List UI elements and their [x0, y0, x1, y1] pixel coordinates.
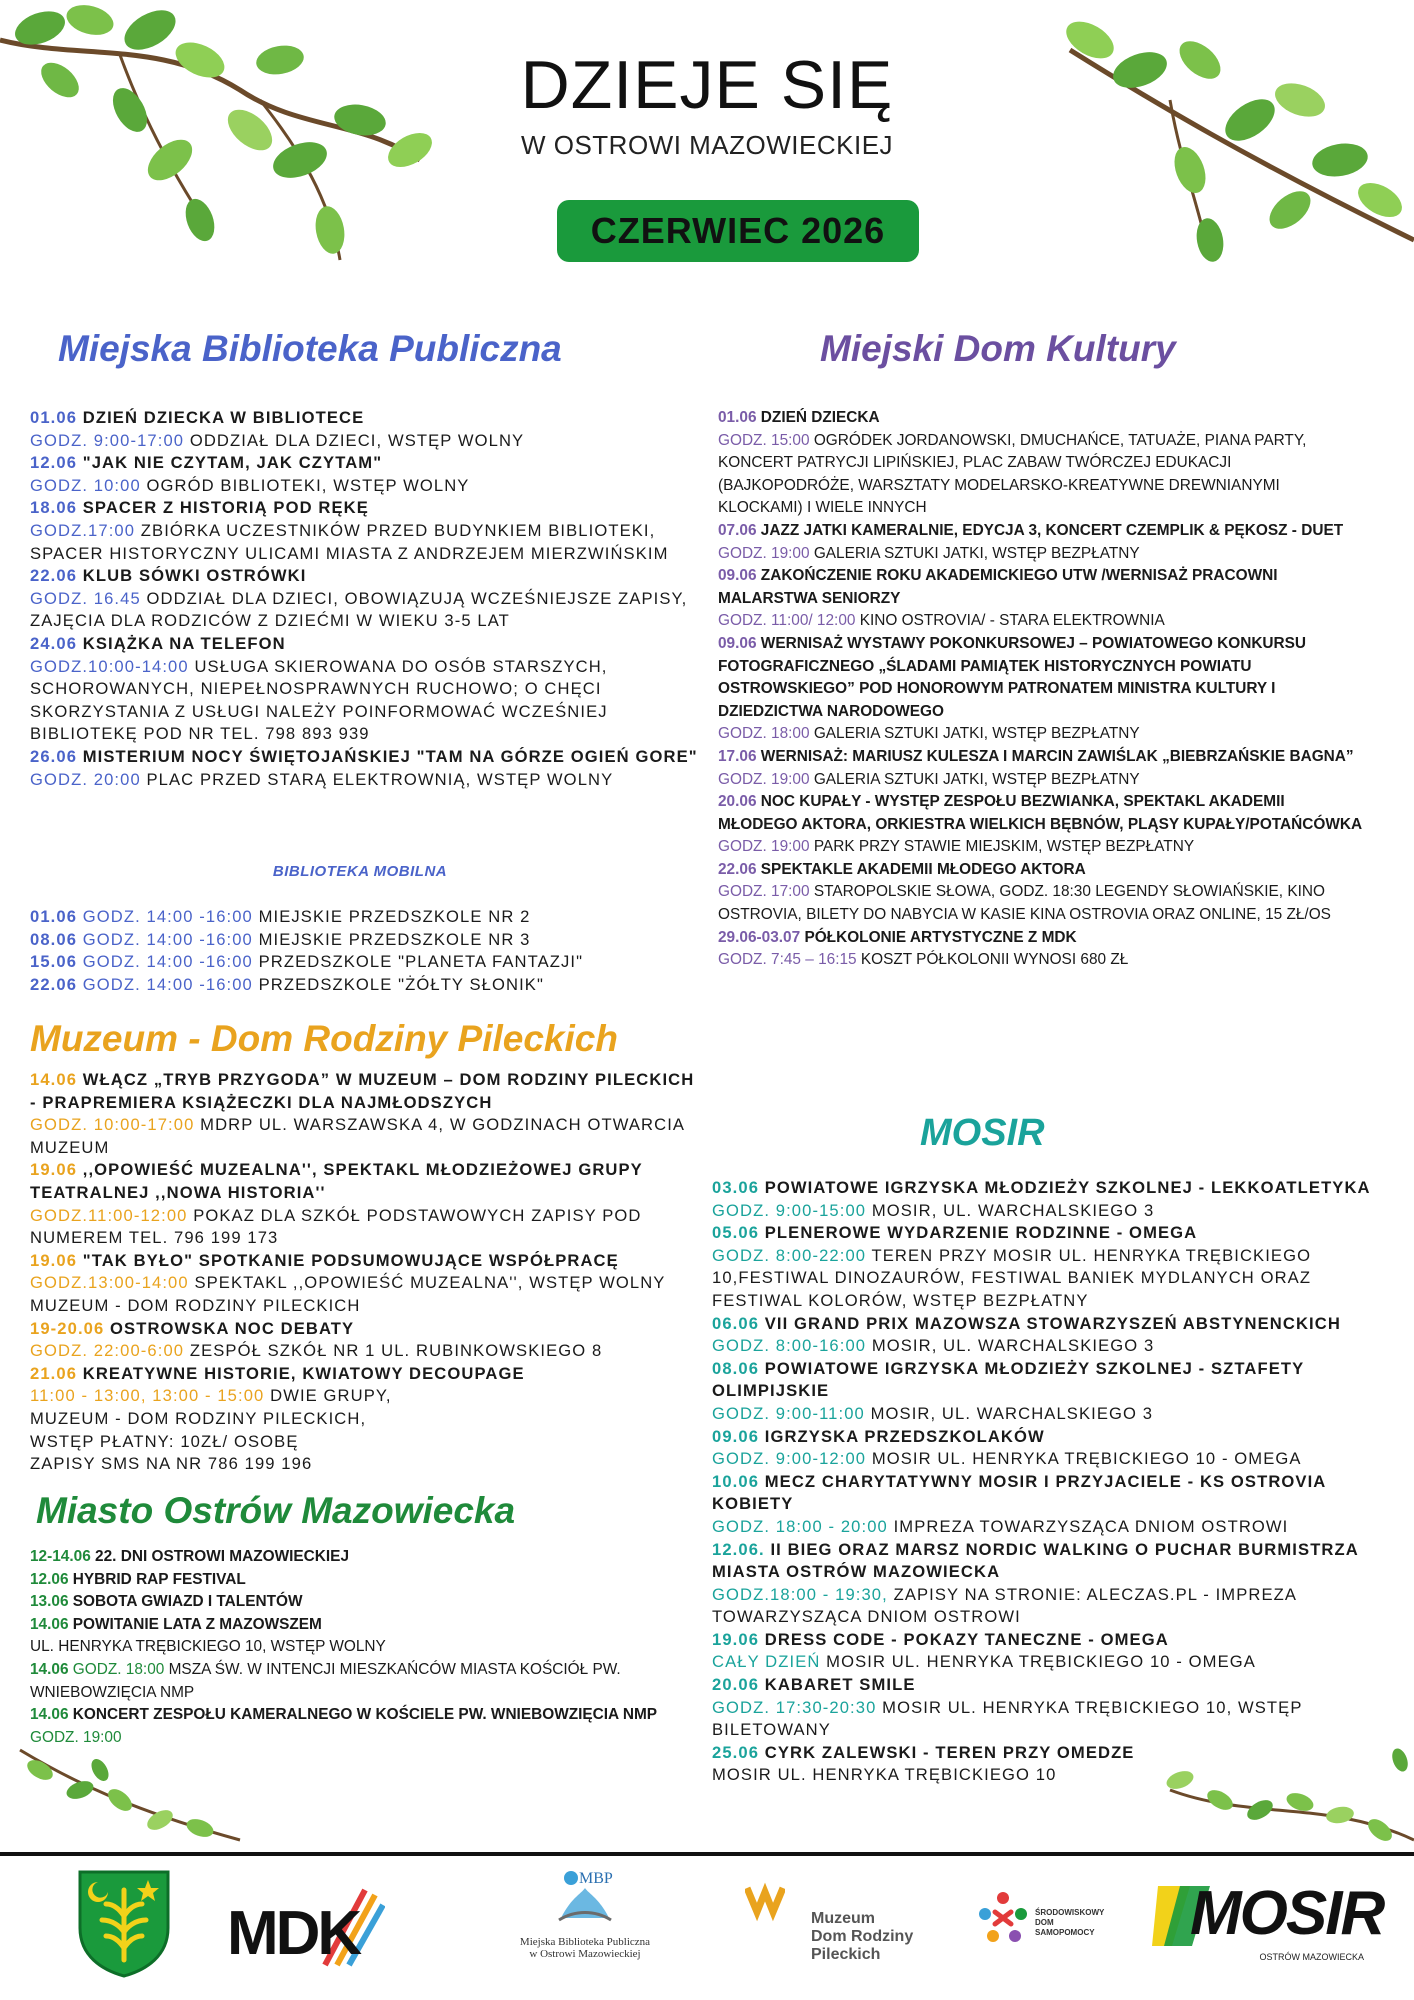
sds-logo	[975, 1890, 1110, 1950]
section-title-mosir: MOSIR	[920, 1112, 1045, 1154]
event-date: 06.06	[712, 1313, 760, 1333]
event-time: GODZ.13:00-14:00	[30, 1273, 189, 1293]
mbp-logo-line1: Miejska Biblioteka Publiczna	[519, 1936, 651, 1948]
sds-logo-line2: DOM SAMOPOMOCY	[1035, 1918, 1095, 1937]
event-info: MOSIR, UL. WARCHALSKIEGO 3	[871, 1336, 1155, 1356]
event-date: 29.06-03.07	[718, 928, 801, 946]
mosir-logo-caption: OSTRÓW MAZOWIECKA	[1259, 1952, 1364, 1962]
event-info: MOSIR UL. HENRYKA TRĘBICKIEGO 10 - OMEGA	[826, 1652, 1256, 1672]
event-name: II BIEG ORAZ MARSZ NORDIC WALKING O PUCHAR BURMISTRZA MIASTA OSTRÓW MAZOWIECKA	[712, 1539, 1359, 1582]
event-item	[30, 1614, 670, 1659]
event-info: POKAZ DLA SZKÓŁ PODSTAWOWYCH ZAPISY POD NUMEREM TEL. 796 199 173	[30, 1205, 642, 1248]
mosir-events	[712, 1177, 1380, 1787]
event-name: VII GRAND PRIX MAZOWSZA STOWARZYSZEŃ ABSTYNENCKICH	[764, 1313, 1341, 1333]
event-item	[30, 929, 698, 952]
event-time: GODZ. 16.45	[30, 588, 141, 608]
event-item	[30, 974, 698, 997]
event-time: GODZ. 9:00-17:00	[30, 430, 185, 450]
event-time: GODZ. 19:00	[30, 1728, 122, 1746]
event-item	[30, 951, 698, 974]
event-time: GODZ. 19:00	[718, 770, 810, 788]
event-date: 09.06	[718, 567, 757, 585]
event-date: 08.06	[712, 1358, 760, 1378]
city-coat-of-arms-logo	[76, 1868, 172, 1978]
event-name: KSIĄŻKA NA TELEFON	[82, 633, 286, 653]
event-item	[712, 1674, 1380, 1742]
event-time: 11:00 - 13:00, 13:00 - 15:00	[30, 1386, 265, 1406]
event-info: OGRÓDEK JORDANOWSKI, DMUCHAŃCE, TATUAŻE, PIANA PARTY, KONCERT PATRYCJI LIPIŃSKIEJ, PLAC ZABAW TWÓRCZEJ EDUKACJI (BAJKOPODRÓŻE, WARSZTATY MODELARSKO-KREATYWNE DREWNIANYMI KLOCKAMI) I WIELE INNYCH	[718, 431, 1307, 517]
event-item	[712, 1358, 1380, 1426]
section-title-mdk: Miejski Dom Kultury	[820, 328, 1176, 369]
event-date: 19.06	[30, 1160, 78, 1180]
event-date: 01.06	[30, 907, 78, 926]
library-events	[30, 407, 698, 791]
event-item	[712, 1426, 1380, 1471]
section-title-city: Miasto Ostrów Mazowiecka	[36, 1490, 516, 1531]
event-name: POWIATOWE IGRZYSKA MŁODZIEŻY SZKOLNEJ - LEKKOATLETYKA	[764, 1178, 1371, 1197]
event-name: SOBOTA GWIAZD I TALENTÓW	[72, 1593, 303, 1611]
event-date: 12-14.06	[30, 1548, 91, 1565]
event-item	[30, 633, 698, 746]
event-date: 22.06	[30, 566, 78, 586]
mbp-logo-line2: w Ostrowi Mazowieckiej	[529, 1948, 641, 1960]
event-time: GODZ. 14:00 -16:00	[82, 907, 253, 926]
mosir-logo	[1150, 1876, 1384, 1966]
event-name: MECZ CHARYTATYWNY MOSIR I PRZYJACIELE - KS OSTROVIA KOBIETY	[712, 1471, 1326, 1514]
event-date: 26.06	[30, 746, 78, 766]
event-info: MIEJSKIE PRZEDSZKOLE NR 2	[258, 907, 531, 926]
event-time: CAŁY DZIEŃ	[712, 1652, 821, 1672]
event-info: STAROPOLSKIE SŁOWA, GODZ. 18:30 LEGENDY SŁOWIAŃSKIE, KINO OSTROVIA, BILETY DO NABYCIA W KASIE KINA OSTROVIA ORAZ ONLINE, 15 ZŁ/OS	[718, 883, 1331, 924]
event-item	[30, 1363, 700, 1476]
event-time: GODZ. 8:00-22:00	[712, 1245, 867, 1265]
event-item	[30, 1704, 670, 1749]
event-extra: ZAPISY SMS NA NR 786 199 196	[30, 1454, 313, 1474]
event-info: ZAPISY NA STRONIE: ALECZAS.PL - IMPREZA TOWARZYSZĄCA DNIOM OSTROWI	[712, 1584, 1297, 1627]
event-time: GODZ. 15:00	[718, 431, 810, 449]
event-item	[712, 1222, 1380, 1312]
event-info: PRZEDSZKOLE "PLANETA FANTAZJI"	[258, 952, 584, 972]
event-info: ZBIÓRKA UCZESTNIKÓW PRZED BUDYNKIEM BIBLIOTEKI, SPACER HISTORYCZNY ULICAMI MIASTA Z ANDRZEJEM MIERZWIŃSKIM	[30, 520, 669, 563]
mosir-logo-text: MOSIR	[1190, 1879, 1384, 1948]
event-time: GODZ.17:00	[30, 520, 136, 540]
event-name: 22. DNI OSTROWI MAZOWIECKIEJ	[95, 1548, 350, 1565]
mdk-logo	[225, 1880, 385, 1970]
event-date: 20.06	[718, 793, 757, 811]
event-name: JAZZ JATKI KAMERALNIE, EDYCJA 3, KONCERT CZEMPLIK & PĘKOSZ - DUET	[760, 521, 1344, 539]
event-name: OSTROWSKA NOC DEBATY	[110, 1318, 355, 1338]
event-info: OGRÓD BIBLIOTEKI, WSTĘP WOLNY	[146, 475, 470, 495]
event-item	[712, 1742, 1380, 1787]
event-time: GODZ. 9:00-11:00	[712, 1403, 865, 1423]
event-info: SPEKTAKL ,,OPOWIEŚĆ MUZEALNA'', WSTĘP WOLNY MUZEUM - DOM RODZINY PILECKICH	[30, 1273, 666, 1315]
event-name: KLUB SÓWKI OSTRÓWKI	[82, 566, 307, 586]
event-date: 14.06	[30, 1660, 69, 1678]
event-date: 14.06	[30, 1615, 69, 1633]
event-time: GODZ. 7:45 – 16:15	[718, 951, 857, 969]
month-badge: CZERWIEC 2026	[557, 200, 919, 262]
museum-logo-line1: Muzeum	[811, 1910, 875, 1927]
event-item	[712, 1629, 1380, 1674]
event-date: 09.06	[718, 634, 757, 652]
event-info: KINO OSTROVIA/ - STARA ELEKTROWNIA	[859, 612, 1165, 630]
event-item	[30, 1250, 700, 1318]
event-info: PLAC PRZED STARĄ ELEKTROWNIĄ, WSTĘP WOLNY	[146, 769, 614, 789]
event-item	[30, 565, 698, 633]
event-time: GODZ. 18:00 - 20:00	[712, 1516, 888, 1536]
event-info: MOSIR, UL. WARCHALSKIEGO 3	[871, 1200, 1155, 1220]
museum-logo-line2: Dom Rodziny	[811, 1928, 914, 1945]
event-time: GODZ.11:00-12:00	[30, 1205, 188, 1225]
event-date: 19.06	[30, 1250, 78, 1270]
event-item	[30, 906, 698, 929]
event-item	[30, 746, 698, 791]
event-time: GODZ. 14:00 -16:00	[82, 952, 253, 972]
event-extra: MUZEUM - DOM RODZINY PILECKICH,	[30, 1408, 367, 1428]
event-info: PRZEDSZKOLE "ŻÓŁTY SŁONIK"	[258, 974, 544, 994]
event-time: GODZ. 9:00-15:00	[712, 1200, 867, 1220]
event-date: 07.06	[718, 521, 757, 539]
museum-logo-line3: Pileckich	[811, 1946, 881, 1963]
event-item	[30, 1069, 700, 1159]
sds-logo-line1: ŚRODOWISKOWY	[1035, 1908, 1105, 1917]
museum-events	[30, 1069, 700, 1476]
event-info: TEREN PRZY MOSIR UL. HENRYKA TRĘBICKIEGO 10,FESTIWAL DINOZAURÓW, FESTIWAL BANIEK MYDLANYCH ORAZ FESTIWAL KOLORÓW, WSTĘP BEZPŁATNY	[712, 1245, 1312, 1310]
event-date: 13.06	[30, 1593, 69, 1611]
event-date: 19-20.06	[30, 1318, 105, 1338]
event-item	[30, 1591, 670, 1614]
event-date: 19.06	[712, 1629, 760, 1649]
event-info: MOSIR UL. HENRYKA TRĘBICKIEGO 10 - OMEGA	[871, 1449, 1302, 1469]
event-name: KONCERT ZESPOŁU KAMERALNEGO W KOŚCIELE PW. WNIEBOWZIĘCIA NMP	[72, 1706, 658, 1724]
event-name: WERNISAŻ WYSTAWY POKONKURSOWEJ – POWIATOWEGO KONKURSU FOTOGRAFICZNEGO „ŚLADAMI PAMIĄTEK HISTORYCZNYCH POWIATU OSTROWSKIEGO” POD HONOROWYM PATRONATEM MINISTRA KULTURY I DZIEDZICTWA NARODOWEGO	[718, 634, 1307, 720]
event-item	[30, 407, 698, 452]
event-name: "TAK BYŁO" SPOTKANIE PODSUMOWUJĄCE WSPÓŁPRACĘ	[82, 1250, 619, 1270]
event-extra: UL. HENRYKA TRĘBICKIEGO 10, WSTĘP WOLNY	[30, 1638, 386, 1656]
event-time: GODZ. 9:00-12:00	[712, 1449, 867, 1469]
event-info: GALERIA SZTUKI JATKI, WSTĘP BEZPŁATNY	[813, 725, 1140, 743]
event-time: GODZ. 18:00	[72, 1660, 165, 1678]
event-date: 17.06	[718, 747, 757, 765]
event-date: 12.06.	[712, 1539, 765, 1559]
event-time: GODZ. 22:00-6:00	[30, 1341, 185, 1361]
event-name: POWITANIE LATA Z MAZOWSZEM	[72, 1615, 322, 1633]
event-info: GALERIA SZTUKI JATKI, WSTĘP BEZPŁATNY	[813, 544, 1140, 562]
sds-people-icon	[975, 1890, 1031, 1946]
event-extra: MOSIR UL. HENRYKA TRĘBICKIEGO 10	[712, 1765, 1057, 1785]
event-name: POWIATOWE IGRZYSKA MŁODZIEŻY SZKOLNEJ - SZTAFETY OLIMPIJSKIE	[712, 1358, 1305, 1401]
page-subtitle: W OSTROWI MAZOWIECKIEJ	[520, 130, 894, 160]
event-name: KREATYWNE HISTORIE, KWIATOWY DECOUPAGE	[82, 1363, 525, 1383]
event-time: GODZ. 8:00-16:00	[712, 1336, 867, 1356]
event-name: CYRK ZALEWSKI - TEREN PRZY OMEDZE	[764, 1742, 1135, 1762]
event-name: SPACER Z HISTORIĄ POD RĘKĘ	[82, 498, 369, 518]
mbp-logo	[515, 1868, 655, 1988]
event-name: NOC KUPAŁY - WYSTĘP ZESPOŁU BEZWIANKA, SPEKTAKL AKADEMII MŁODEGO AKTORA, ORKIESTRA WIELKICH BĘBNÓW, PLĄSY KUPAŁY/POTAŃCÓWKA	[718, 793, 1363, 833]
branch-bottom-left-illustration	[10, 1740, 250, 1850]
event-name: IGRZYSKA PRZEDSZKOLAKÓW	[764, 1426, 1045, 1446]
event-item	[30, 1546, 670, 1569]
event-date: 01.06	[718, 409, 757, 426]
event-date: 15.06	[30, 952, 78, 972]
event-item	[718, 859, 1368, 927]
event-time: GODZ. 10:00	[30, 475, 141, 495]
mdk-events	[718, 407, 1368, 972]
mobile-library-events	[30, 906, 698, 996]
section-title-library: Miejska Biblioteka Publiczna	[58, 328, 562, 369]
event-info: GALERIA SZTUKI JATKI, WSTĘP BEZPŁATNY	[813, 770, 1140, 788]
event-time: GODZ. 17:00	[718, 883, 810, 901]
event-item	[718, 746, 1368, 791]
event-item	[718, 791, 1368, 859]
event-item	[712, 1313, 1380, 1358]
event-item	[718, 520, 1368, 565]
event-info: USŁUGA SKIEROWANA DO OSÓB STARSZYCH, SCHOROWANYCH, NIEPEŁNOSPRAWNYCH RUCHOWO; O CHĘCI SKORZYSTANIA Z USŁUGI NALEŻY POINFORMOWAĆ WCZEŚNIEJ BIBLIOTEKĘ POD NR TEL. 798 893 939	[30, 656, 608, 744]
event-date: 21.06	[30, 1363, 78, 1383]
event-date: 12.06	[30, 1570, 69, 1588]
event-date: 08.06	[30, 929, 78, 949]
event-item	[30, 497, 698, 565]
event-item	[712, 1177, 1380, 1222]
event-date: 22.06	[718, 860, 757, 878]
event-name: ,,OPOWIEŚĆ MUZEALNA'', SPEKTAKL MŁODZIEŻOWEJ GRUPY TEATRALNEJ ,,NOWA HISTORIA''	[30, 1160, 643, 1202]
event-date: 20.06	[712, 1675, 760, 1695]
event-time: GODZ. 18:00	[718, 725, 810, 743]
event-date: 24.06	[30, 633, 78, 653]
city-events	[30, 1546, 670, 1749]
event-info: MIEJSKIE PRZEDSZKOLE NR 3	[258, 929, 531, 949]
event-date: 12.06	[30, 453, 78, 473]
event-date: 05.06	[712, 1223, 760, 1243]
section-title-museum: Muzeum - Dom Rodziny Pileckich	[30, 1018, 618, 1059]
event-item	[718, 927, 1368, 972]
event-info: PARK PRZY STAWIE MIEJSKIM, WSTĘP BEZPŁATNY	[813, 838, 1195, 856]
event-date: 22.06	[30, 974, 78, 994]
event-item	[30, 452, 698, 497]
mbp-logo-abbr: MBP	[579, 1870, 613, 1887]
event-info: DWIE GRUPY,	[270, 1386, 392, 1406]
event-date: 14.06	[30, 1070, 78, 1089]
event-date: 14.06	[30, 1706, 69, 1724]
event-time: GODZ. 19:00	[718, 838, 810, 856]
event-time: GODZ. 14:00 -16:00	[82, 974, 253, 994]
event-name: DZIEŃ DZIECKA W BIBLIOTECE	[82, 408, 365, 427]
event-time: GODZ. 19:00	[718, 544, 810, 562]
event-extra: WSTĘP PŁATNY: 10ZŁ/ OSOBĘ	[30, 1431, 299, 1451]
event-time: GODZ.10:00-14:00	[30, 656, 189, 676]
event-item	[718, 633, 1368, 746]
event-item	[30, 1318, 700, 1363]
event-time: GODZ. 20:00	[30, 769, 141, 789]
event-item	[30, 1569, 670, 1592]
event-name: PLENEROWE WYDARZENIE RODZINNE - OMEGA	[764, 1223, 1198, 1243]
event-info: MDRP UL. WARSZAWSKA 4, W GODZINACH OTWARCIA MUZEUM	[30, 1115, 685, 1157]
event-time: GODZ. 17:30-20:30	[712, 1697, 877, 1717]
event-item	[712, 1471, 1380, 1539]
event-date: 09.06	[712, 1426, 760, 1446]
event-name: KABARET SMILE	[764, 1675, 916, 1695]
page-title: DZIEJE SIĘ	[520, 47, 894, 123]
section-title-mobile-library: BIBLIOTEKA MOBILNA	[272, 863, 448, 880]
event-info: MOSIR UL. HENRYKA TRĘBICKIEGO 10, WSTĘP BILETOWANY	[712, 1697, 1303, 1740]
event-name: DRESS CODE - POKAZY TANECZNE - OMEGA	[764, 1629, 1169, 1649]
event-name: HYBRID RAP FESTIVAL	[72, 1570, 246, 1588]
event-info: MSZA ŚW. W INTENCJI MIESZKAŃCÓW MIASTA KOŚCIÓŁ PW. WNIEBOWZIĘCIA NMP	[30, 1660, 621, 1701]
museum-logo	[745, 1880, 915, 1963]
event-name: MISTERIUM NOCY ŚWIĘTOJAŃSKIEJ "TAM NA GÓRZE OGIEŃ GORE"	[82, 746, 698, 766]
event-item	[718, 565, 1368, 633]
event-info: ODDZIAŁ DLA DZIECI, WSTĘP WOLNY	[189, 430, 525, 450]
event-name: DZIEŃ DZIECKA	[760, 409, 880, 426]
event-date: 25.06	[712, 1742, 760, 1762]
event-info: KOSZT PÓŁKOLONII WYNOSI 680 ZŁ	[860, 951, 1129, 969]
event-name: ZAKOŃCZENIE ROKU AKADEMICKIEGO UTW /WERNISAŻ PRACOWNI MALARSTWA SENIORZY	[718, 567, 1278, 607]
event-name: WŁĄCZ „TRYB PRZYGODA” W MUZEUM – DOM RODZINY PILECKICH - PRAPREMIERA KSIĄŻECZKI DLA NAJMŁODSZYCH	[30, 1070, 695, 1112]
event-name: WERNISAŻ: MARIUSZ KULESZA I MARCIN ZAWIŚLAK „BIEBRZAŃSKIE BAGNA”	[760, 747, 1354, 765]
event-item	[30, 1659, 670, 1704]
event-date: 10.06	[712, 1471, 760, 1491]
event-info: ZESPÓŁ SZKÓŁ NR 1 UL. RUBINKOWSKIEGO 8	[189, 1341, 603, 1361]
event-info: ODDZIAŁ DLA DZIECI, OBOWIĄZUJĄ WCZEŚNIEJSZE ZAPISY, ZAJĘCIA DLA RODZICÓW Z DZIEĆMI W WIEKU 3-5 LAT	[30, 588, 688, 631]
event-item	[30, 1159, 700, 1249]
event-info: MOSIR, UL. WARCHALSKIEGO 3	[870, 1403, 1154, 1423]
event-info: IMPREZA TOWARZYSZĄCA DNIOM OSTROWI	[893, 1516, 1289, 1536]
event-date: 03.06	[712, 1178, 760, 1197]
event-name: PÓŁKOLONIE ARTYSTYCZNE Z MDK	[804, 928, 1077, 946]
mdk-logo-text: MDK	[227, 1899, 360, 1968]
event-name: SPEKTAKLE AKADEMII MŁODEGO AKTORA	[760, 860, 1086, 878]
event-name: "JAK NIE CZYTAM, JAK CZYTAM"	[82, 453, 383, 473]
footer-divider	[0, 1852, 1414, 1856]
event-item	[718, 407, 1368, 520]
event-date: 18.06	[30, 498, 78, 518]
event-time: GODZ. 14:00 -16:00	[82, 929, 253, 949]
event-time: GODZ. 11:00/ 12:00	[718, 612, 856, 630]
event-date: 01.06	[30, 408, 78, 427]
event-time: GODZ. 10:00-17:00	[30, 1115, 195, 1135]
event-item	[712, 1539, 1380, 1629]
museum-mark-icon	[745, 1882, 785, 1922]
event-time: GODZ.18:00 - 19:30,	[712, 1584, 888, 1604]
